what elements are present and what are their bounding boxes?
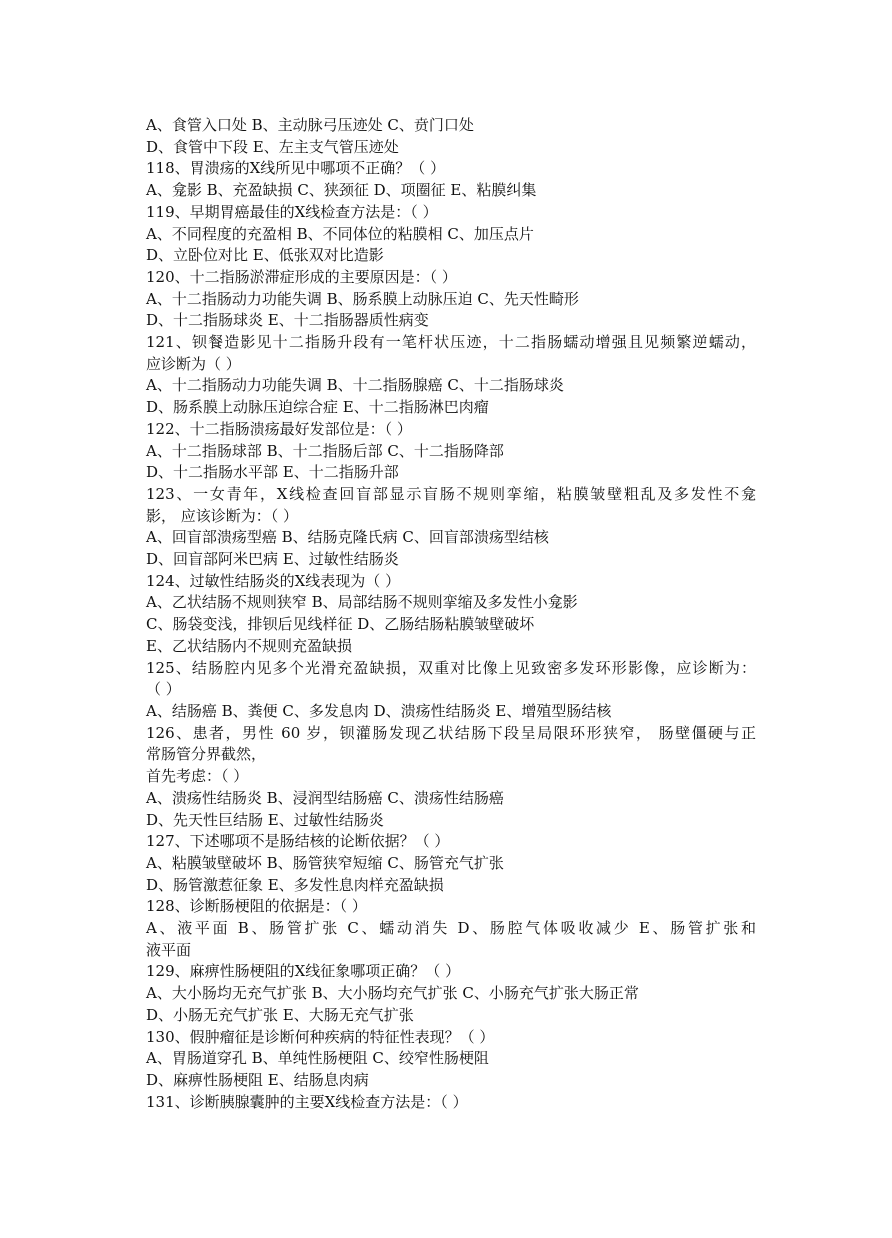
question-continuation: 首先考虑：（ ） xyxy=(146,767,249,786)
option-line: A、不同程度的充盈相 B、不同体位的粘膜相 C、加压点片 xyxy=(146,224,534,243)
question-continuation: 常肠管分界截然， xyxy=(146,745,267,764)
option-line: A、乙状结肠不规则狭窄 B、局部结肠不规则挛缩及多发性小龛影 xyxy=(146,593,578,612)
question-124: 124、过敏性结肠炎的X线表现为（ ） xyxy=(146,571,401,590)
option-line: D、十二指肠球炎 E、十二指肠器质性病变 xyxy=(146,311,429,330)
option-line: D、十二指肠水平部 E、十二指肠升部 xyxy=(146,463,399,482)
option-line: A、十二指肠球部 B、十二指肠后部 C、十二指肠降部 xyxy=(146,441,504,460)
option-line: D、肠系膜上动脉压迫综合症 E、十二指肠淋巴肉瘤 xyxy=(146,398,489,417)
question-119: 119、早期胃癌最佳的X线检查方法是：（ ） xyxy=(146,202,438,221)
question-continuation: （ ） xyxy=(146,680,181,699)
option-line: D、立卧位对比 E、低张双对比造影 xyxy=(146,246,384,265)
option-line: D、小肠无充气扩张 E、大肠无充气扩张 xyxy=(146,1005,414,1024)
option-line: A、食管入口处 B、主动脉弓压迹处 C、贲门口处 xyxy=(146,116,474,134)
question-130: 130、假肿瘤征是诊断何种疾病的特征性表现？（ ） xyxy=(146,1027,495,1046)
question-122: 122、十二指肠溃疡最好发部位是：（ ） xyxy=(146,419,412,438)
option-line: A、大小肠均无充气扩张 B、大小肠均充气扩张 C、小肠充气扩张大肠正常 xyxy=(146,984,639,1003)
option-line: A、粘膜皱壁破坏 B、肠管狭窄短缩 C、肠管充气扩张 xyxy=(146,853,504,872)
question-125: 125、结肠腔内见多个光滑充盈缺损，双重对比像上见致密多发环形影像，应诊断为： xyxy=(146,658,756,677)
question-text-block xyxy=(146,115,756,1113)
option-line: A、回盲部溃疡型癌 B、结肠克隆氏病 C、回盲部溃疡型结核 xyxy=(146,528,549,547)
question-129: 129、麻痹性肠梗阻的X线征象哪项正确？（ ） xyxy=(146,962,461,981)
option-line: A、结肠癌 B、粪便 C、多发息肉 D、溃疡性结肠炎 E、增殖型肠结核 xyxy=(146,701,612,720)
option-line: A、十二指肠动力功能失调 B、肠系膜上动脉压迫 C、先天性畸形 xyxy=(146,289,579,308)
question-131: 131、诊断胰腺囊肿的主要X线检查方法是：（ ） xyxy=(146,1092,468,1111)
question-continuation: 应诊断为（ ） xyxy=(146,354,241,373)
question-127: 127、下述哪项不是肠结核的论断依据？（ ） xyxy=(146,832,450,851)
option-line: A、十二指肠动力功能失调 B、十二指肠腺癌 C、十二指肠球炎 xyxy=(146,376,564,395)
option-line: D、食管中下段 E、左主支气管压迹处 xyxy=(146,137,399,156)
option-line: E、乙状结肠内不规则充盈缺损 xyxy=(146,636,352,655)
option-line: D、肠管激惹征象 E、多发性息肉样充盈缺损 xyxy=(146,875,444,894)
option-line: C、肠袋变浅，排钡后见线样征 D、乙肠结肠粘膜皱壁破坏 xyxy=(146,615,535,634)
question-118: 118、胃溃疡的X线所见中哪项不正确？（ ） xyxy=(146,159,446,178)
question-128: 128、诊断肠梗阻的依据是：（ ） xyxy=(146,897,367,916)
question-121: 121、钡餐造影见十二指肠升段有一笔杆状压迹，十二指肠蠕动增强且见频繁逆蠕动， xyxy=(146,333,756,352)
option-line: D、麻痹性肠梗阻 E、结肠息肉病 xyxy=(146,1070,369,1089)
question-123: 123、一女青年，X线检查回盲部显示盲肠不规则挛缩，粘膜皱壁粗乱及多发性不龛 xyxy=(146,484,756,503)
option-line: A、液平面 B、肠管扩张 C、蠕动消失 D、肠腔气体吸收减少 E、肠管扩张和 xyxy=(146,919,756,938)
question-continuation: 影， 应该诊断为：（ ） xyxy=(146,506,299,525)
option-continuation: 液平面 xyxy=(146,940,192,959)
question-126: 126、患者，男性 60 岁，钡灌肠发现乙状结肠下段呈局限环形狭窄， 肠壁僵硬与正 xyxy=(146,723,756,742)
option-line: A、龛影 B、充盈缺损 C、狭颈征 D、项圈征 E、粘膜纠集 xyxy=(146,181,537,200)
question-120: 120、十二指肠淤滞症形成的主要原因是：（ ） xyxy=(146,267,457,286)
option-line: A、溃疡性结肠炎 B、浸润型结肠癌 C、溃疡性结肠癌 xyxy=(146,788,504,807)
option-line: D、回盲部阿米巴病 E、过敏性结肠炎 xyxy=(146,550,399,569)
option-line: A、胃肠道穿孔 B、单纯性肠梗阻 C、绞窄性肠梗阻 xyxy=(146,1049,489,1068)
option-line: D、先天性巨结肠 E、过敏性结肠炎 xyxy=(146,810,384,829)
